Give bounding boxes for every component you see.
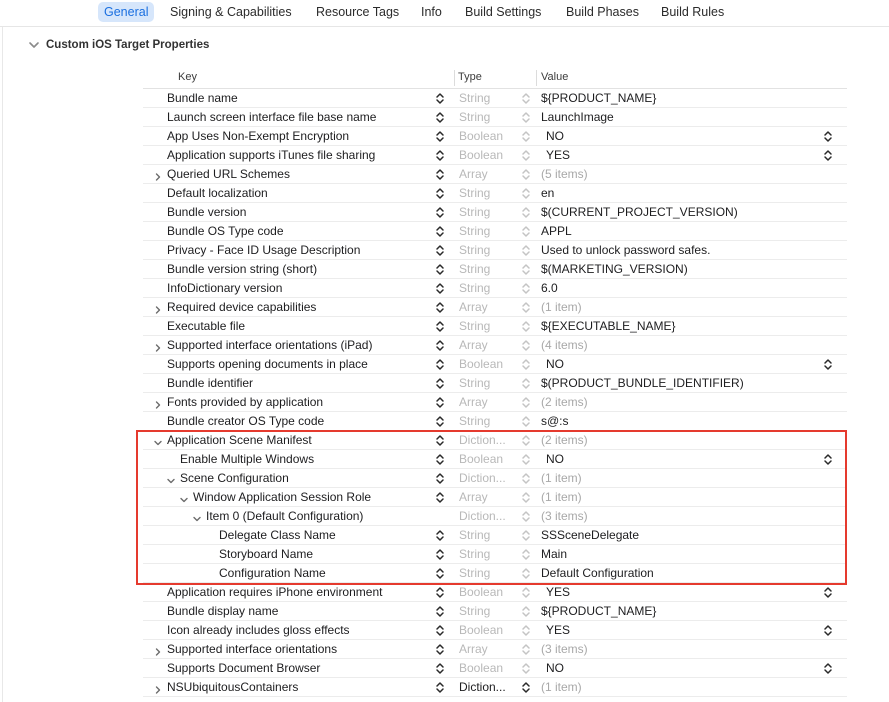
row-value[interactable]: ${EXECUTABLE_NAME} xyxy=(541,319,676,333)
table-row[interactable] xyxy=(143,279,847,298)
tab-build-settings[interactable]: Build Settings xyxy=(465,5,542,19)
row-type[interactable]: String xyxy=(459,186,491,200)
row-value[interactable]: ${PRODUCT_NAME} xyxy=(541,604,657,618)
key-stepper-icon[interactable] xyxy=(435,415,445,428)
table-row[interactable] xyxy=(143,298,847,317)
row-value[interactable]: (2 items) xyxy=(541,433,588,447)
disclosure-collapsed-icon[interactable] xyxy=(153,682,163,692)
disclosure-collapsed-icon[interactable] xyxy=(153,397,163,407)
row-type[interactable]: Boolean xyxy=(459,661,504,675)
type-stepper-icon[interactable] xyxy=(521,130,531,143)
type-stepper-icon[interactable] xyxy=(521,681,531,694)
row-type[interactable]: String xyxy=(459,243,491,257)
row-type[interactable]: Diction... xyxy=(459,680,506,694)
column-header-key[interactable]: Key xyxy=(178,71,197,83)
column-header-type[interactable]: Type xyxy=(458,71,482,83)
disclosure-expanded-icon[interactable] xyxy=(153,435,163,445)
key-stepper-icon[interactable] xyxy=(435,263,445,276)
key-stepper-icon[interactable] xyxy=(435,567,445,580)
type-stepper-icon[interactable] xyxy=(521,111,531,124)
disclosure-expanded-icon[interactable] xyxy=(192,511,202,521)
chevron-down-icon[interactable] xyxy=(27,38,41,52)
row-type[interactable]: Array xyxy=(459,338,488,352)
value-popup-icon[interactable] xyxy=(823,130,833,143)
row-key[interactable]: Delegate Class Name xyxy=(219,528,336,542)
row-value[interactable]: NO xyxy=(546,452,564,466)
row-value[interactable]: $(CURRENT_PROJECT_VERSION) xyxy=(541,205,738,219)
row-type[interactable]: Boolean xyxy=(459,623,504,637)
type-stepper-icon[interactable] xyxy=(521,187,531,200)
key-stepper-icon[interactable] xyxy=(435,149,445,162)
table-row[interactable] xyxy=(143,374,847,393)
row-value[interactable]: en xyxy=(541,186,555,200)
row-key[interactable]: Bundle version string (short) xyxy=(167,262,318,276)
row-value[interactable]: $(MARKETING_VERSION) xyxy=(541,262,688,276)
table-row[interactable] xyxy=(143,583,847,602)
row-value[interactable]: NO xyxy=(546,129,564,143)
table-row[interactable] xyxy=(143,640,847,659)
row-key[interactable]: Privacy - Face ID Usage Description xyxy=(167,243,361,257)
row-value[interactable]: (3 items) xyxy=(541,509,588,523)
section-header[interactable] xyxy=(27,37,209,53)
table-row[interactable] xyxy=(143,203,847,222)
type-stepper-icon[interactable] xyxy=(521,605,531,618)
disclosure-collapsed-icon[interactable] xyxy=(153,302,163,312)
row-key[interactable]: Window Application Session Role xyxy=(193,490,372,504)
row-key[interactable]: Queried URL Schemes xyxy=(167,167,290,181)
table-row[interactable] xyxy=(143,507,847,526)
row-key[interactable]: Bundle display name xyxy=(167,604,279,618)
row-type[interactable]: Diction... xyxy=(459,433,506,447)
row-value[interactable]: $(PRODUCT_BUNDLE_IDENTIFIER) xyxy=(541,376,744,390)
type-stepper-icon[interactable] xyxy=(521,548,531,561)
row-value[interactable]: LaunchImage xyxy=(541,110,614,124)
row-key[interactable]: Launch screen interface file base name xyxy=(167,110,377,124)
value-popup-icon[interactable] xyxy=(823,453,833,466)
key-stepper-icon[interactable] xyxy=(435,491,445,504)
type-stepper-icon[interactable] xyxy=(521,434,531,447)
value-popup-icon[interactable] xyxy=(823,586,833,599)
table-row[interactable] xyxy=(143,165,847,184)
row-type[interactable]: Array xyxy=(459,300,488,314)
disclosure-expanded-icon[interactable] xyxy=(179,492,189,502)
table-row[interactable] xyxy=(143,564,847,583)
row-key[interactable]: NSUbiquitousContainers xyxy=(167,680,299,694)
table-row[interactable] xyxy=(143,146,847,165)
table-row[interactable] xyxy=(143,184,847,203)
row-value[interactable]: Used to unlock password safes. xyxy=(541,243,711,257)
key-stepper-icon[interactable] xyxy=(435,206,445,219)
row-key[interactable]: Icon already includes gloss effects xyxy=(167,623,350,637)
type-stepper-icon[interactable] xyxy=(521,225,531,238)
table-row[interactable] xyxy=(143,412,847,431)
table-row[interactable] xyxy=(143,108,847,127)
value-popup-icon[interactable] xyxy=(823,149,833,162)
key-stepper-icon[interactable] xyxy=(435,529,445,542)
table-row[interactable] xyxy=(143,355,847,374)
table-body xyxy=(143,89,847,697)
column-separator[interactable] xyxy=(454,70,455,86)
disclosure-collapsed-icon[interactable] xyxy=(153,340,163,350)
value-popup-icon[interactable] xyxy=(823,662,833,675)
row-key[interactable]: Supports opening documents in place xyxy=(167,357,368,371)
key-stepper-icon[interactable] xyxy=(435,168,445,181)
key-stepper-icon[interactable] xyxy=(435,301,445,314)
row-type[interactable]: Diction... xyxy=(459,471,506,485)
type-stepper-icon[interactable] xyxy=(521,662,531,675)
table-row[interactable] xyxy=(143,241,847,260)
row-type[interactable]: Diction... xyxy=(459,509,506,523)
key-stepper-icon[interactable] xyxy=(435,320,445,333)
key-stepper-icon[interactable] xyxy=(435,643,445,656)
row-key[interactable]: Executable file xyxy=(167,319,246,333)
row-value[interactable]: ${PRODUCT_NAME} xyxy=(541,91,657,105)
row-key[interactable]: Supports Document Browser xyxy=(167,661,321,675)
row-key[interactable]: Bundle version xyxy=(167,205,247,219)
row-value[interactable]: (3 items) xyxy=(541,642,588,656)
key-stepper-icon[interactable] xyxy=(435,377,445,390)
row-type[interactable]: String xyxy=(459,547,491,561)
type-stepper-icon[interactable] xyxy=(521,206,531,219)
row-key[interactable]: Configuration Name xyxy=(219,566,326,580)
key-stepper-icon[interactable] xyxy=(435,434,445,447)
column-header-value[interactable]: Value xyxy=(541,71,569,83)
key-stepper-icon[interactable] xyxy=(435,111,445,124)
row-key[interactable]: Enable Multiple Windows xyxy=(180,452,315,466)
type-stepper-icon[interactable] xyxy=(521,529,531,542)
disclosure-collapsed-icon[interactable] xyxy=(153,644,163,654)
row-value[interactable]: (1 item) xyxy=(541,490,582,504)
table-row[interactable] xyxy=(143,602,847,621)
row-key[interactable]: Bundle OS Type code xyxy=(167,224,284,238)
key-stepper-icon[interactable] xyxy=(435,605,445,618)
row-type[interactable]: Boolean xyxy=(459,452,504,466)
tab-bar xyxy=(0,0,889,24)
row-value[interactable]: (1 item) xyxy=(541,680,582,694)
row-value[interactable]: (1 item) xyxy=(541,471,582,485)
key-stepper-icon[interactable] xyxy=(435,548,445,561)
type-stepper-icon[interactable] xyxy=(521,472,531,485)
row-value[interactable]: YES xyxy=(546,148,571,162)
row-key[interactable]: Application requires iPhone environment xyxy=(167,585,383,599)
value-popup-icon[interactable] xyxy=(823,624,833,637)
row-type[interactable]: String xyxy=(459,91,491,105)
table-row[interactable] xyxy=(143,222,847,241)
row-value[interactable]: NO xyxy=(546,357,564,371)
section-title: Custom iOS Target Properties xyxy=(46,39,210,51)
tab-info[interactable]: Info xyxy=(421,5,442,19)
row-type[interactable]: Boolean xyxy=(459,129,504,143)
row-value[interactable]: (4 items) xyxy=(541,338,588,352)
type-stepper-icon[interactable] xyxy=(521,624,531,637)
type-stepper-icon[interactable] xyxy=(521,586,531,599)
row-value[interactable]: YES xyxy=(546,585,571,599)
type-stepper-icon[interactable] xyxy=(521,491,531,504)
row-key[interactable]: Application supports iTunes file sharing xyxy=(167,148,376,162)
column-separator[interactable] xyxy=(536,70,537,86)
row-type[interactable]: String xyxy=(459,205,491,219)
row-type[interactable]: String xyxy=(459,262,491,276)
row-value[interactable]: SSSceneDelegate xyxy=(541,528,640,542)
row-key[interactable]: Application Scene Manifest xyxy=(167,433,312,447)
type-stepper-icon[interactable] xyxy=(521,358,531,371)
type-stepper-icon[interactable] xyxy=(521,244,531,257)
tab-build-phases[interactable]: Build Phases xyxy=(566,5,639,19)
type-stepper-icon[interactable] xyxy=(521,301,531,314)
key-stepper-icon[interactable] xyxy=(435,662,445,675)
key-stepper-icon[interactable] xyxy=(435,453,445,466)
key-stepper-icon[interactable] xyxy=(435,92,445,105)
table-row[interactable] xyxy=(143,621,847,640)
table-row[interactable] xyxy=(143,336,847,355)
tabbar-divider xyxy=(0,26,889,27)
table-row[interactable] xyxy=(143,317,847,336)
row-type[interactable]: String xyxy=(459,414,491,428)
row-key[interactable]: Required device capabilities xyxy=(167,300,317,314)
row-key[interactable]: Fonts provided by application xyxy=(167,395,324,409)
row-value[interactable]: NO xyxy=(546,661,564,675)
key-stepper-icon[interactable] xyxy=(435,187,445,200)
row-value[interactable]: (1 item) xyxy=(541,300,582,314)
key-stepper-icon[interactable] xyxy=(435,130,445,143)
type-stepper-icon[interactable] xyxy=(521,320,531,333)
properties-table xyxy=(143,67,847,697)
row-key[interactable]: Storyboard Name xyxy=(219,547,314,561)
row-key[interactable]: Scene Configuration xyxy=(180,471,289,485)
disclosure-collapsed-icon[interactable] xyxy=(153,169,163,179)
table-row[interactable] xyxy=(143,127,847,146)
key-stepper-icon[interactable] xyxy=(435,282,445,295)
key-stepper-icon[interactable] xyxy=(435,244,445,257)
row-key[interactable]: Bundle identifier xyxy=(167,376,254,390)
table-row[interactable] xyxy=(143,659,847,678)
type-stepper-icon[interactable] xyxy=(521,567,531,580)
table-header xyxy=(143,67,847,89)
row-type[interactable]: String xyxy=(459,224,491,238)
row-type[interactable]: String xyxy=(459,604,491,618)
disclosure-expanded-icon[interactable] xyxy=(166,473,176,483)
row-type[interactable]: String xyxy=(459,110,491,124)
row-value[interactable]: Main xyxy=(541,547,568,561)
key-stepper-icon[interactable] xyxy=(435,624,445,637)
table-row[interactable] xyxy=(143,431,847,450)
row-value[interactable]: (5 items) xyxy=(541,167,588,181)
left-edge-divider xyxy=(2,27,3,702)
row-type[interactable]: Array xyxy=(459,642,488,656)
row-value[interactable]: APPL xyxy=(541,224,572,238)
row-value[interactable]: (2 items) xyxy=(541,395,588,409)
row-type[interactable]: Boolean xyxy=(459,585,504,599)
key-stepper-icon[interactable] xyxy=(435,358,445,371)
key-stepper-icon[interactable] xyxy=(435,681,445,694)
row-value[interactable]: s@:s xyxy=(541,414,569,428)
row-key[interactable]: App Uses Non-Exempt Encryption xyxy=(167,129,350,143)
type-stepper-icon[interactable] xyxy=(521,92,531,105)
row-value[interactable]: Default Configuration xyxy=(541,566,654,580)
type-stepper-icon[interactable] xyxy=(521,282,531,295)
row-key[interactable]: Bundle name xyxy=(167,91,238,105)
tab-build-rules[interactable]: Build Rules xyxy=(661,5,725,19)
table-row[interactable] xyxy=(143,469,847,488)
table-row[interactable] xyxy=(143,450,847,469)
tab-general[interactable]: General xyxy=(98,2,154,22)
key-stepper-icon[interactable] xyxy=(435,396,445,409)
row-type[interactable]: Array xyxy=(459,395,488,409)
key-stepper-icon[interactable] xyxy=(435,225,445,238)
row-type[interactable]: String xyxy=(459,566,491,580)
row-key[interactable]: Supported interface orientations (iPad) xyxy=(167,338,373,352)
tab-signing-capabilities[interactable]: Signing & Capabilities xyxy=(170,5,292,19)
value-popup-icon[interactable] xyxy=(823,358,833,371)
table-row[interactable] xyxy=(143,393,847,412)
row-type[interactable]: Boolean xyxy=(459,148,504,162)
table-row[interactable] xyxy=(143,526,847,545)
key-stepper-icon[interactable] xyxy=(435,586,445,599)
type-stepper-icon[interactable] xyxy=(521,396,531,409)
row-value[interactable]: 6.0 xyxy=(541,281,558,295)
row-type[interactable]: String xyxy=(459,376,491,390)
row-key[interactable]: Supported interface orientations xyxy=(167,642,338,656)
type-stepper-icon[interactable] xyxy=(521,377,531,390)
row-type[interactable]: String xyxy=(459,319,491,333)
table-row[interactable] xyxy=(143,545,847,564)
row-type[interactable]: Array xyxy=(459,490,488,504)
type-stepper-icon[interactable] xyxy=(521,643,531,656)
tab-resource-tags[interactable]: Resource Tags xyxy=(316,5,400,19)
row-type[interactable]: Boolean xyxy=(459,357,504,371)
type-stepper-icon[interactable] xyxy=(521,415,531,428)
type-stepper-icon[interactable] xyxy=(521,168,531,181)
table-row[interactable] xyxy=(143,488,847,507)
row-key[interactable]: Default localization xyxy=(167,186,268,200)
type-stepper-icon[interactable] xyxy=(521,510,531,523)
table-row[interactable] xyxy=(143,89,847,108)
type-stepper-icon[interactable] xyxy=(521,339,531,352)
row-key[interactable]: Item 0 (Default Configuration) xyxy=(206,509,364,523)
row-value[interactable]: YES xyxy=(546,623,571,637)
type-stepper-icon[interactable] xyxy=(521,149,531,162)
row-type[interactable]: String xyxy=(459,528,491,542)
row-key[interactable]: InfoDictionary version xyxy=(167,281,283,295)
row-key[interactable]: Bundle creator OS Type code xyxy=(167,414,325,428)
key-stepper-icon[interactable] xyxy=(435,472,445,485)
key-stepper-icon[interactable] xyxy=(435,339,445,352)
table-row[interactable] xyxy=(143,260,847,279)
type-stepper-icon[interactable] xyxy=(521,453,531,466)
type-stepper-icon[interactable] xyxy=(521,263,531,276)
row-type[interactable]: Array xyxy=(459,167,488,181)
row-type[interactable]: String xyxy=(459,281,491,295)
table-row[interactable] xyxy=(143,678,847,697)
